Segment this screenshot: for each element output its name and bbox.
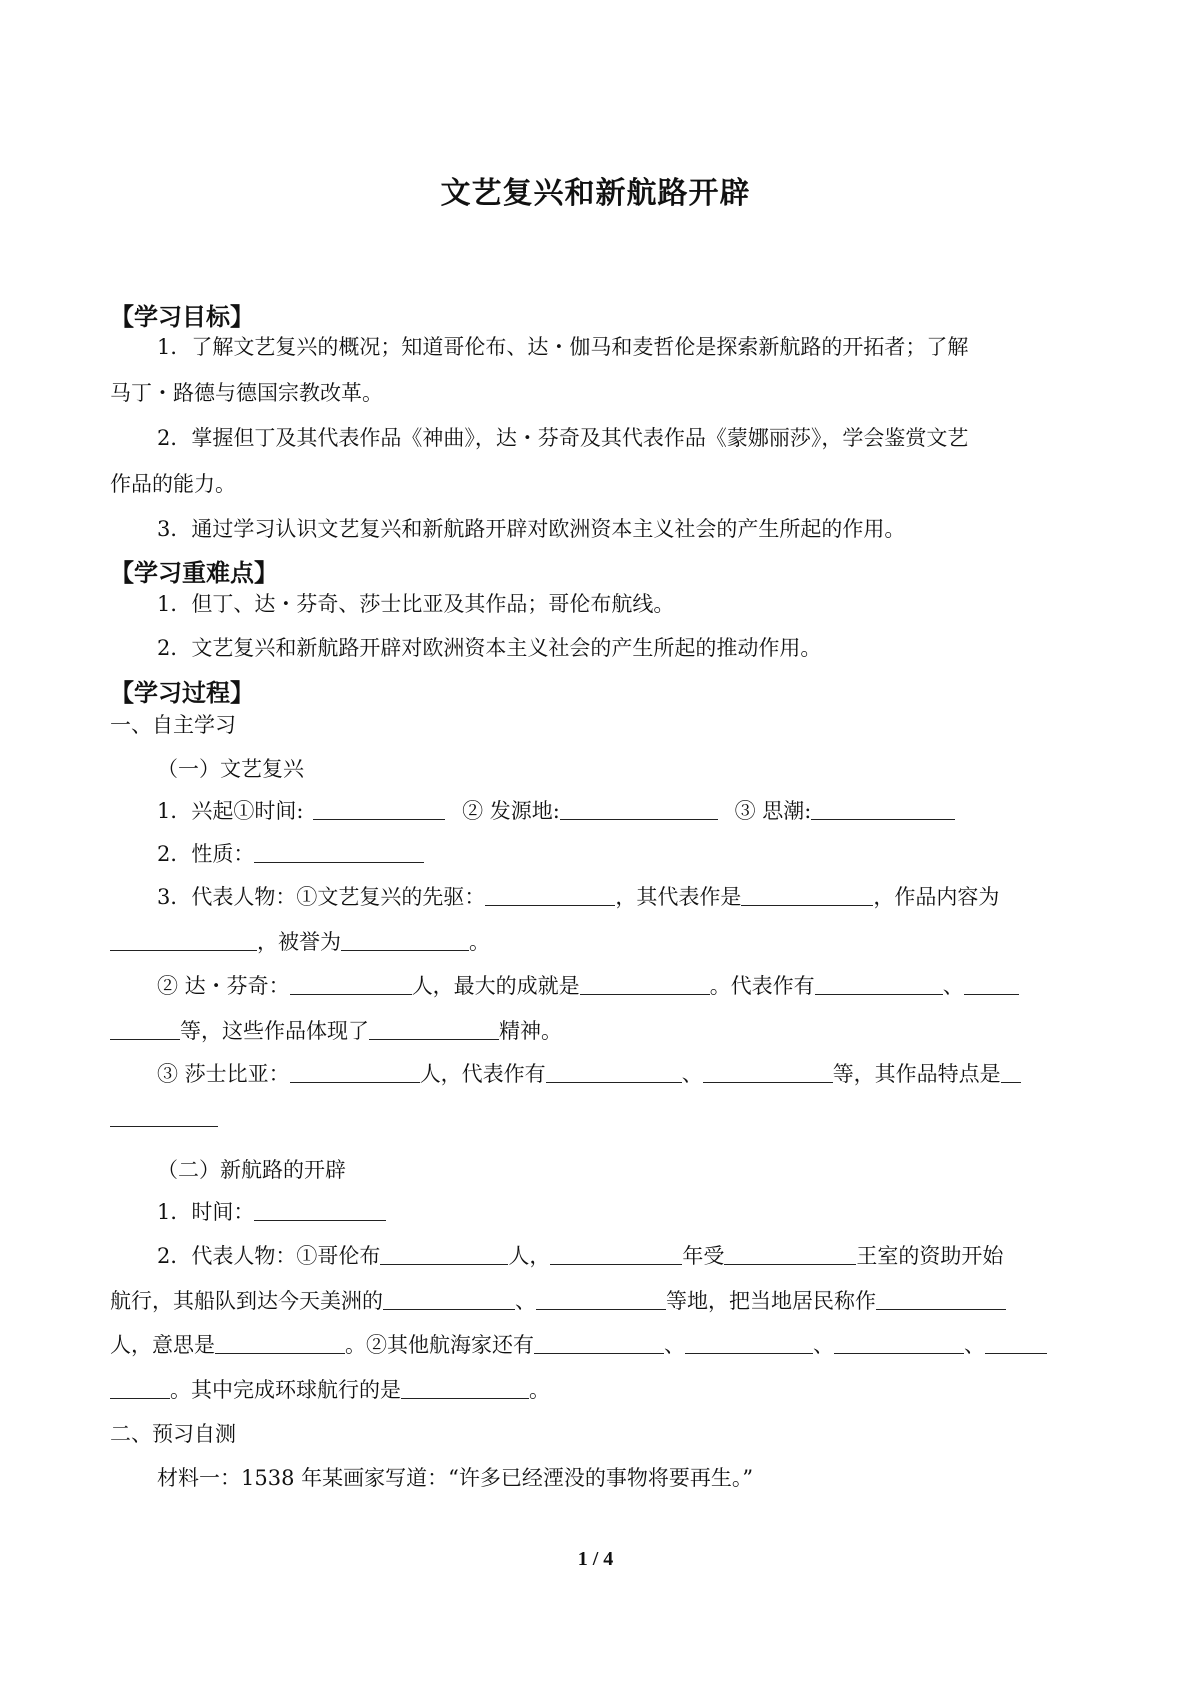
objectives-heading: 【学习目标】 bbox=[110, 303, 254, 331]
voyage-time-label: 1．时间： bbox=[157, 1200, 255, 1224]
meaning-blank[interactable] bbox=[215, 1331, 345, 1354]
navigator2-blank[interactable] bbox=[685, 1331, 813, 1354]
columbus-arrival-label: 航行，其船队到达今天美洲的 bbox=[110, 1289, 383, 1313]
rise-origin-label: ② 发源地: bbox=[462, 799, 560, 823]
davinci-works-label: 。代表作有 bbox=[709, 974, 815, 998]
figures-line-1 bbox=[157, 883, 999, 911]
davinci-work2-blank-b[interactable] bbox=[110, 1017, 180, 1040]
comma-mark: 、 bbox=[942, 974, 964, 998]
shakespeare-feature-blank-b[interactable] bbox=[110, 1104, 218, 1127]
work-content-label: ，作品内容为 bbox=[873, 885, 1000, 909]
columbus-year-label: 年受 bbox=[682, 1244, 725, 1268]
key-point-2: 2．文艺复兴和新航路开辟对欧洲资本主义社会的产生所起的推动作用。 bbox=[157, 636, 822, 660]
key-points-heading: 【学习重难点】 bbox=[110, 559, 278, 587]
honored-label: ，被誉为 bbox=[257, 930, 341, 954]
shakespeare-feature-label: 等，其作品特点是 bbox=[832, 1062, 1001, 1086]
rise-time-blank[interactable] bbox=[313, 797, 445, 820]
columbus-line-1 bbox=[157, 1242, 1003, 1270]
work-content-blank[interactable] bbox=[110, 928, 257, 951]
navigator3-blank[interactable] bbox=[834, 1331, 964, 1354]
period-mark-2: 。 bbox=[529, 1378, 550, 1402]
columbus-line-4 bbox=[110, 1376, 550, 1404]
objective-1-line-a: 1．了解文艺复兴的概况；知道哥伦布、达・伽马和麦哲伦是探索新航路的开拓者；了解 bbox=[157, 335, 969, 359]
columbus-label: 2．代表人物：①哥伦布 bbox=[157, 1244, 381, 1268]
other-navigators-label: 。②其他航海家还有 bbox=[345, 1333, 534, 1357]
columbus-person-label: 人， bbox=[508, 1244, 551, 1268]
davinci-spirit-label: 等，这些作品体现了 bbox=[180, 1019, 369, 1043]
navigator4-blank-a[interactable] bbox=[985, 1331, 1047, 1354]
natives-label: 等地，把当地居民称作 bbox=[666, 1289, 876, 1313]
pioneer-work-blank[interactable] bbox=[741, 883, 873, 906]
objective-3: 3．通过学习认识文艺复兴和新航路开辟对欧洲资本主义社会的产生所起的作用。 bbox=[157, 517, 906, 541]
page-title: 文艺复兴和新航路开辟 bbox=[440, 176, 751, 211]
renaissance-rise-line bbox=[157, 797, 955, 825]
davinci-spirit-blank[interactable] bbox=[369, 1017, 499, 1040]
columbus-year-blank[interactable] bbox=[550, 1242, 682, 1265]
davinci-origin-blank[interactable] bbox=[290, 972, 412, 995]
columbus-royal-blank[interactable] bbox=[724, 1242, 856, 1265]
comma-mark-3: 、 bbox=[515, 1289, 536, 1313]
davinci-work2-blank-a[interactable] bbox=[964, 972, 1019, 995]
shakespeare-line bbox=[157, 1060, 1021, 1088]
davinci-achievement-blank[interactable] bbox=[580, 972, 710, 995]
pioneer-blank[interactable] bbox=[485, 883, 615, 906]
shakespeare-works-label: 人，代表作有 bbox=[419, 1062, 546, 1086]
part2-title: 二、预习自测 bbox=[110, 1422, 236, 1446]
arrival-place1-blank[interactable] bbox=[383, 1287, 515, 1310]
objective-1-line-b: 马丁・路德与德国宗教改革。 bbox=[110, 381, 383, 405]
shakespeare-work2-blank[interactable] bbox=[703, 1060, 833, 1083]
rise-time-label: 1．兴起①时间: bbox=[157, 799, 304, 823]
shakespeare-label: ③ 莎士比亚： bbox=[157, 1062, 290, 1086]
davinci-line-1 bbox=[157, 972, 1019, 1000]
voyage-time-blank[interactable] bbox=[254, 1198, 386, 1221]
davinci-line-2 bbox=[110, 1017, 562, 1045]
key-point-1: 1．但丁、达・芬奇、莎士比亚及其作品；哥伦布航线。 bbox=[157, 592, 675, 616]
circumnavigation-label: 。其中完成环球航行的是 bbox=[170, 1378, 401, 1402]
columbus-origin-blank[interactable] bbox=[380, 1242, 508, 1265]
arrival-place2-blank[interactable] bbox=[536, 1287, 666, 1310]
meaning-label: 人，意思是 bbox=[110, 1333, 215, 1357]
davinci-achievement-label: 人，最大的成就是 bbox=[411, 974, 580, 998]
page-number: 1 / 4 bbox=[577, 1548, 614, 1570]
shakespeare-line-2 bbox=[110, 1104, 218, 1132]
voyage-time-line bbox=[157, 1198, 386, 1226]
natives-name-blank[interactable] bbox=[876, 1287, 1006, 1310]
columbus-line-2 bbox=[110, 1287, 1006, 1315]
rise-origin-blank[interactable] bbox=[560, 797, 718, 820]
columbus-line-3 bbox=[110, 1331, 1047, 1359]
comma-mark-6: 、 bbox=[964, 1333, 985, 1357]
comma-mark-5: 、 bbox=[813, 1333, 834, 1357]
davinci-work1-blank[interactable] bbox=[815, 972, 943, 995]
nature-blank[interactable] bbox=[254, 840, 424, 863]
rise-thought-label: ③ 思潮: bbox=[734, 799, 812, 823]
objective-2-line-b: 作品的能力。 bbox=[110, 472, 236, 496]
period-mark: 。 bbox=[469, 930, 490, 954]
navigator4-blank-b[interactable] bbox=[110, 1376, 170, 1399]
nature-label: 2．性质： bbox=[157, 842, 255, 866]
sub1-title: （一）文艺复兴 bbox=[157, 757, 304, 781]
sub2-title: （二）新航路的开辟 bbox=[157, 1158, 346, 1182]
process-heading: 【学习过程】 bbox=[110, 679, 254, 707]
rise-thought-blank[interactable] bbox=[811, 797, 955, 820]
shakespeare-feature-blank-a[interactable] bbox=[1001, 1060, 1021, 1083]
navigator1-blank[interactable] bbox=[534, 1331, 664, 1354]
material-1: 材料一：1538 年某画家写道：“许多已经湮没的事物将要再生。” bbox=[157, 1466, 754, 1490]
columbus-sponsor-label: 王室的资助开始 bbox=[856, 1244, 1004, 1268]
comma-mark-2: 、 bbox=[681, 1062, 703, 1086]
renaissance-nature-line bbox=[157, 840, 424, 868]
spirit-label: 精神。 bbox=[499, 1019, 562, 1043]
objective-2-line-a: 2．掌握但丁及其代表作品《神曲》，达・芬奇及其代表作品《蒙娜丽莎》，学会鉴赏文艺 bbox=[157, 426, 969, 450]
shakespeare-origin-blank[interactable] bbox=[290, 1060, 420, 1083]
circumnavigation-blank[interactable] bbox=[401, 1376, 529, 1399]
shakespeare-work1-blank[interactable] bbox=[546, 1060, 682, 1083]
pioneer-work-label: ，其代表作是 bbox=[615, 885, 742, 909]
figures-line-2 bbox=[110, 928, 490, 956]
pioneer-label: 3．代表人物：①文艺复兴的先驱： bbox=[157, 885, 486, 909]
comma-mark-4: 、 bbox=[664, 1333, 685, 1357]
part1-title: 一、自主学习 bbox=[110, 713, 236, 737]
honored-blank[interactable] bbox=[341, 928, 469, 951]
davinci-label: ② 达・芬奇： bbox=[157, 974, 290, 998]
